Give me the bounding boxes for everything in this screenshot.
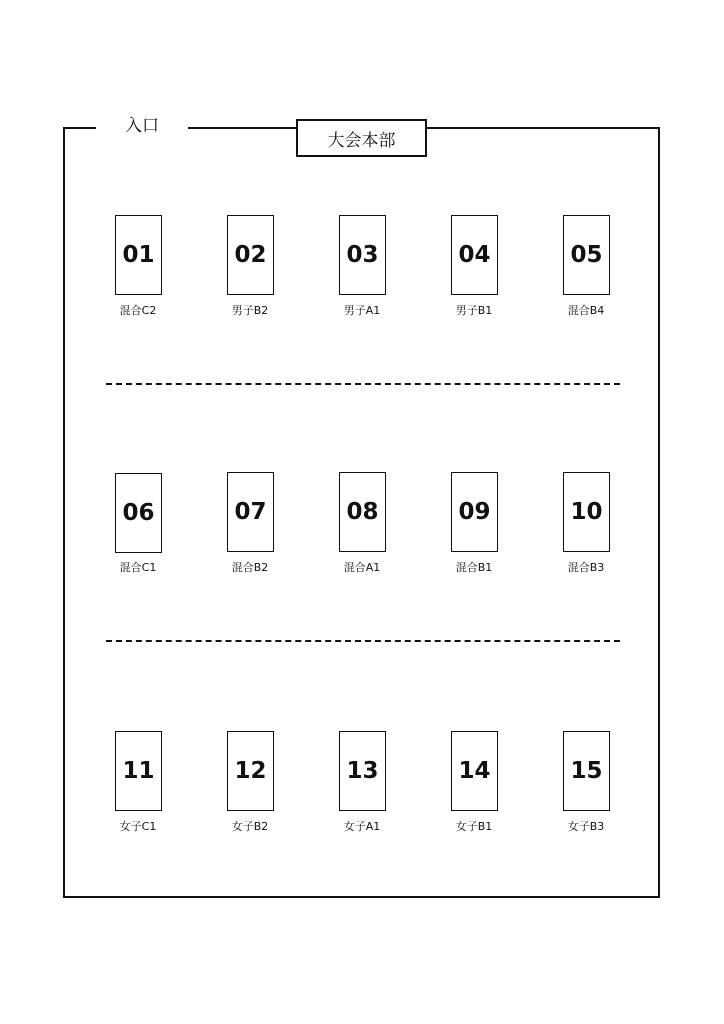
court-01: 01	[115, 215, 162, 295]
court-12: 12	[227, 731, 274, 811]
court-09-label: 混合B1	[455, 561, 493, 574]
court-02-label: 男子B2	[231, 304, 269, 317]
court-11: 11	[115, 731, 162, 811]
row-divider-2	[106, 640, 620, 642]
court-15-label: 女子B3	[567, 820, 605, 833]
court-15: 15	[563, 731, 610, 811]
court-03: 03	[339, 215, 386, 295]
court-11-label: 女子C1	[119, 820, 157, 833]
court-07-label: 混合B2	[231, 561, 269, 574]
court-06-label: 混合C1	[119, 561, 157, 574]
court-08-label: 混合A1	[343, 561, 381, 574]
court-03-label: 男子A1	[343, 304, 381, 317]
court-06: 06	[115, 473, 162, 553]
court-04: 04	[451, 215, 498, 295]
court-05-label: 混合B4	[567, 304, 605, 317]
court-14: 14	[451, 731, 498, 811]
court-14-label: 女子B1	[455, 820, 493, 833]
court-13: 13	[339, 731, 386, 811]
court-05: 05	[563, 215, 610, 295]
court-04-label: 男子B1	[455, 304, 493, 317]
court-13-label: 女子A1	[343, 820, 381, 833]
row-divider-1	[106, 383, 620, 385]
headquarters-box: 大会本部	[296, 119, 427, 157]
court-07: 07	[227, 472, 274, 552]
court-10: 10	[563, 472, 610, 552]
court-01-label: 混合C2	[119, 304, 157, 317]
court-09: 09	[451, 472, 498, 552]
court-10-label: 混合B3	[567, 561, 605, 574]
court-08: 08	[339, 472, 386, 552]
court-12-label: 女子B2	[231, 820, 269, 833]
entrance-label: 入口	[125, 116, 159, 136]
court-02: 02	[227, 215, 274, 295]
